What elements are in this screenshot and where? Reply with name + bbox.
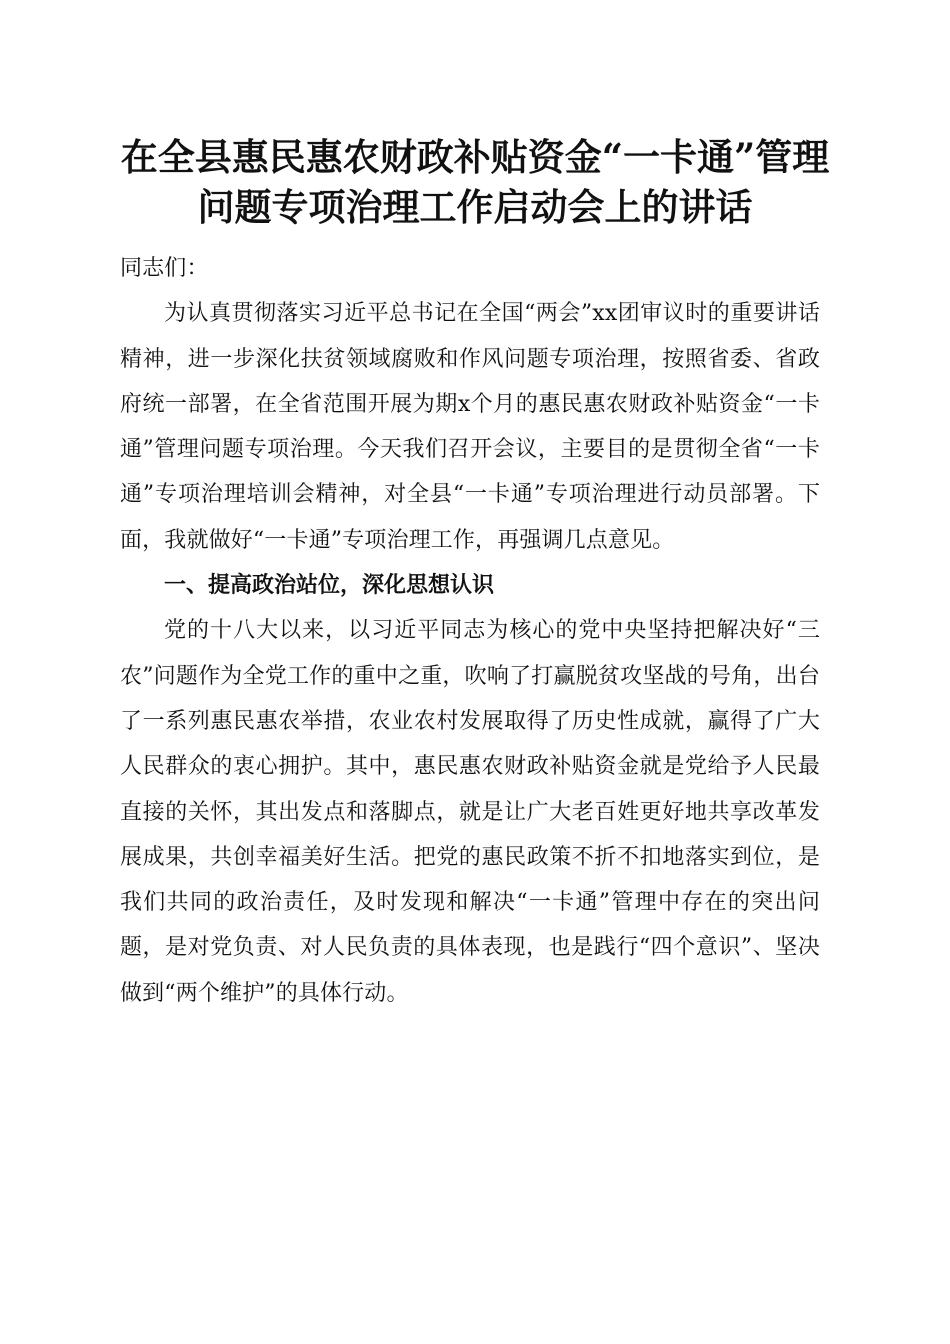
paragraph-section-1: 党的十八大以来，以习近平同志为核心的党中央坚持把解决好“三农”问题作为全党工作的重中之重，吹响了打赢脱贫攻坚战的号角，出台了一系列惠民惠农举措，农业农村发展取得了历史性成就，赢得了广大人民群众的衷心拥护。其中，惠民惠农财政补贴资金就是党给予人民最直接的关怀，其出发点和落脚点，就是让广大老百姓更好地共享改革发展成果，共创幸福美好生活。把党的惠民政策不折不扣地落实到位，是我们共同的政治责任，及时发现和解决“一卡通”管理中存在的突出问题，是对党负责、对人民负责的具体表现，也是践行“四个意识”、坚决做到“两个维护”的具体行动。 — [120, 618, 820, 1006]
salutation: 同志们： — [120, 256, 209, 281]
document-body — [120, 246, 820, 1016]
title-line-2: 问题专项治理工作启动会上的讲话 — [197, 185, 753, 229]
paragraph-introduction: 为认真贯彻落实习近平总书记在全国“两会”xx团审议时的重要讲话精神，进一步深化扶贫领域腐败和作风问题专项治理，按照省委、省政府统一部署，在全省范围开展为期x个月的惠民惠农财政补贴资金“一卡通”管理问题专项治理。今天我们召开会议，主要目的是贯彻全省“一卡通”专项治理培训会精神，对全县“一卡通”专项治理进行动员部署。下面，我就做好“一卡通”专项治理工作，再强调几点意见。 — [120, 301, 820, 553]
title-line-1: 在全县惠民惠农财政补贴资金“一卡通”管理 — [120, 135, 830, 179]
section-heading-1: 一、提高政治站位，深化思想认识 — [164, 573, 495, 599]
document-title — [110, 132, 840, 232]
